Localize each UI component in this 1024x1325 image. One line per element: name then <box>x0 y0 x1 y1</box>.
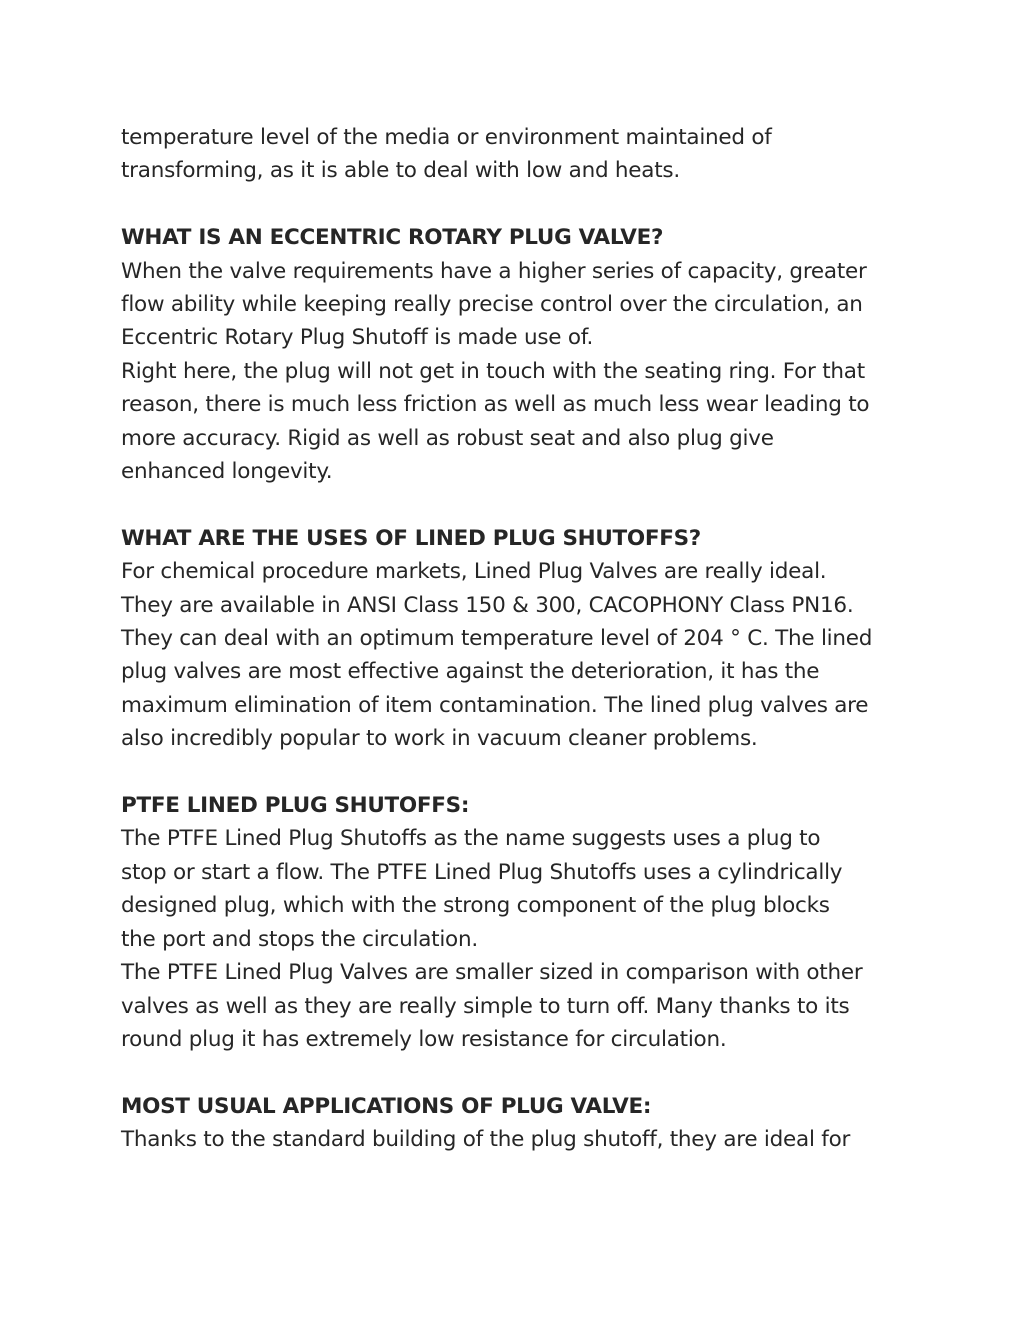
body-line: They can deal with an optimum temperature level of 204 ° C. The lined <box>121 626 873 652</box>
section-applications-of-plug-valve <box>121 1090 921 1157</box>
section-heading: PTFE LINED PLUG SHUTOFFS: <box>121 793 470 819</box>
section-ptfe-lined-plug-shutoffs <box>121 789 921 1056</box>
body-line: stop or start a flow. The PTFE Lined Plug Shutoffs uses a cylindrically <box>121 859 843 885</box>
body-line: They are available in ANSI Class 150 & 300, CACOPHONY Class PN16. <box>121 592 854 618</box>
intro-paragraph <box>121 121 921 188</box>
section-heading: WHAT ARE THE USES OF LINED PLUG SHUTOFFS? <box>121 525 701 551</box>
body-line: Thanks to the standard building of the plug shutoff, they are ideal for <box>121 1127 851 1153</box>
paragraph-gap <box>121 488 921 521</box>
intro-line: transforming, as it is able to deal with low and heats. <box>121 158 680 184</box>
body-line: round plug it has extremely low resistance for circulation. <box>121 1026 727 1052</box>
intro-line: temperature level of the media or environment maintained of <box>121 125 772 150</box>
body-line: reason, there is much less friction as well as much less wear leading to <box>121 392 870 418</box>
paragraph-gap <box>121 1056 921 1089</box>
document-page <box>121 121 921 1157</box>
body-line: the port and stops the circulation. <box>121 926 478 952</box>
body-line: more accuracy. Rigid as well as robust seat and also plug give <box>121 425 774 451</box>
body-line: Right here, the plug will not get in touch with the seating ring. For that <box>121 358 865 384</box>
section-eccentric-rotary-plug-valve <box>121 221 921 488</box>
paragraph-gap <box>121 756 921 789</box>
section-heading: MOST USUAL APPLICATIONS OF PLUG VALVE: <box>121 1093 652 1119</box>
body-line: maximum elimination of item contamination. The lined plug valves are <box>121 692 869 718</box>
body-line: enhanced longevity. <box>121 459 333 485</box>
body-line: Eccentric Rotary Plug Shutoff is made use of. <box>121 325 594 351</box>
body-line: When the valve requirements have a higher series of capacity, greater <box>121 258 867 284</box>
body-line: designed plug, which with the strong component of the plug blocks <box>121 893 830 919</box>
section-uses-of-lined-plug-shutoffs <box>121 522 921 756</box>
body-line: plug valves are most effective against the deterioration, it has the <box>121 659 820 685</box>
body-line: flow ability while keeping really precise control over the circulation, an <box>121 292 863 318</box>
body-line: The PTFE Lined Plug Valves are smaller sized in comparison with other <box>121 960 863 986</box>
body-line: also incredibly popular to work in vacuum cleaner problems. <box>121 726 758 752</box>
section-heading: WHAT IS AN ECCENTRIC ROTARY PLUG VALVE? <box>121 225 664 251</box>
body-line: valves as well as they are really simple to turn off. Many thanks to its <box>121 993 850 1019</box>
body-line: For chemical procedure markets, Lined Plug Valves are really ideal. <box>121 559 827 585</box>
paragraph-gap <box>121 188 921 221</box>
body-line: The PTFE Lined Plug Shutoffs as the name suggests uses a plug to <box>121 826 821 852</box>
